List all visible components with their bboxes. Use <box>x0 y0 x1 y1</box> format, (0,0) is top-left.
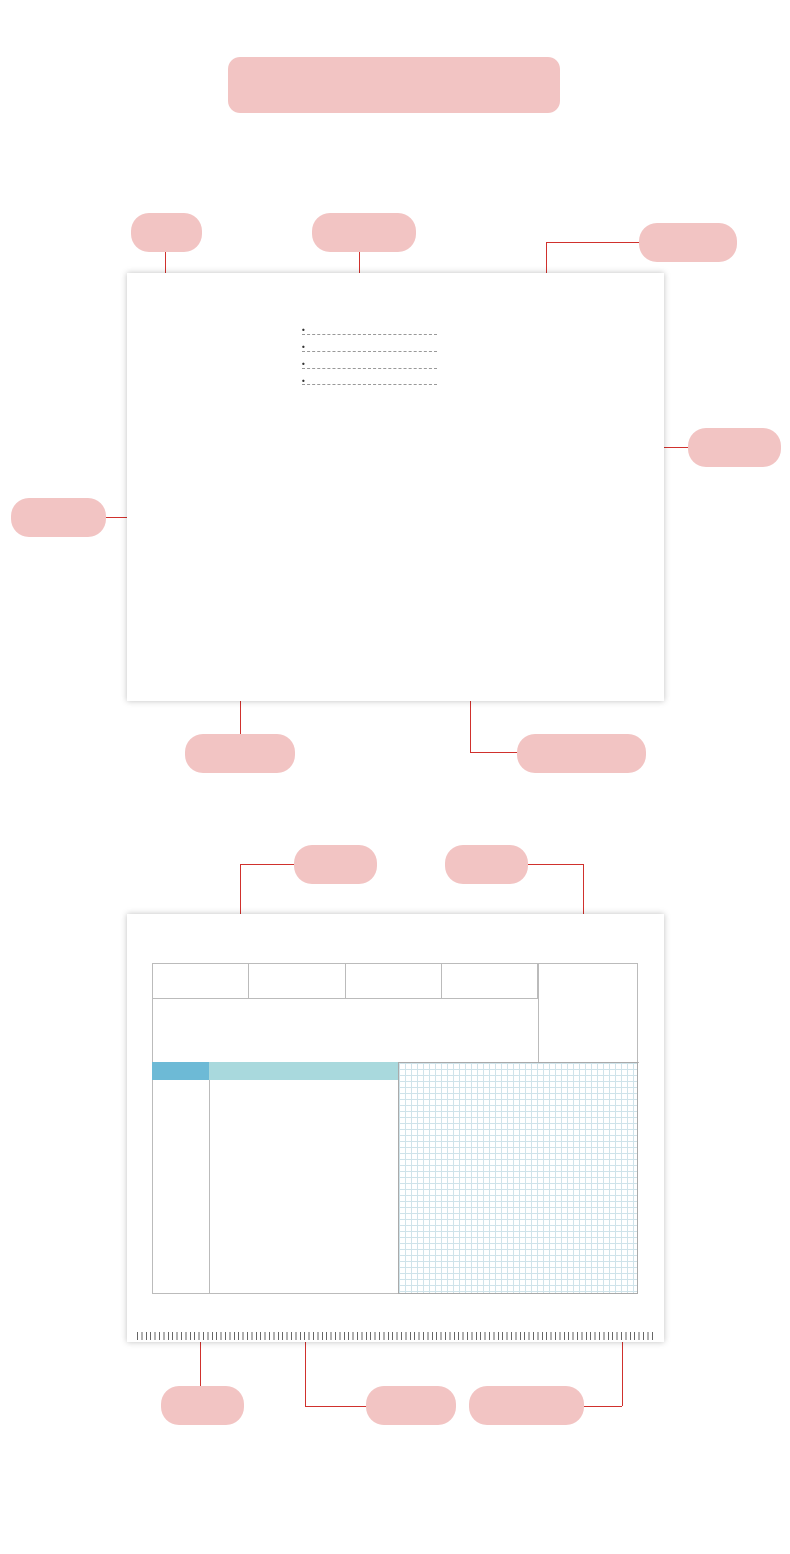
label-ruler <box>161 1386 244 1425</box>
date-header <box>153 964 249 998</box>
label-free-writing <box>469 1386 584 1425</box>
label-holiday <box>11 498 106 537</box>
monthly-page: • • • • <box>127 273 664 701</box>
label-weekday <box>688 428 781 467</box>
ruler <box>137 1314 653 1340</box>
label-big-cell <box>517 734 646 773</box>
day-header <box>442 964 538 998</box>
month-header <box>346 964 442 998</box>
daily-page <box>127 914 664 1342</box>
schedule-header <box>209 1062 398 1080</box>
label-lunar <box>185 734 295 773</box>
label-goal <box>294 845 377 884</box>
label-month <box>131 213 202 252</box>
calendar-grid <box>127 416 664 701</box>
weekday-bar <box>127 399 664 416</box>
label-todo-2 <box>366 1386 456 1425</box>
year-header <box>249 964 346 998</box>
time-header <box>152 1062 209 1080</box>
label-todo <box>312 213 416 252</box>
header-title <box>228 57 560 113</box>
label-calendar <box>445 845 528 884</box>
free-writing-grid[interactable] <box>398 1062 638 1294</box>
label-dual-month <box>639 223 737 262</box>
